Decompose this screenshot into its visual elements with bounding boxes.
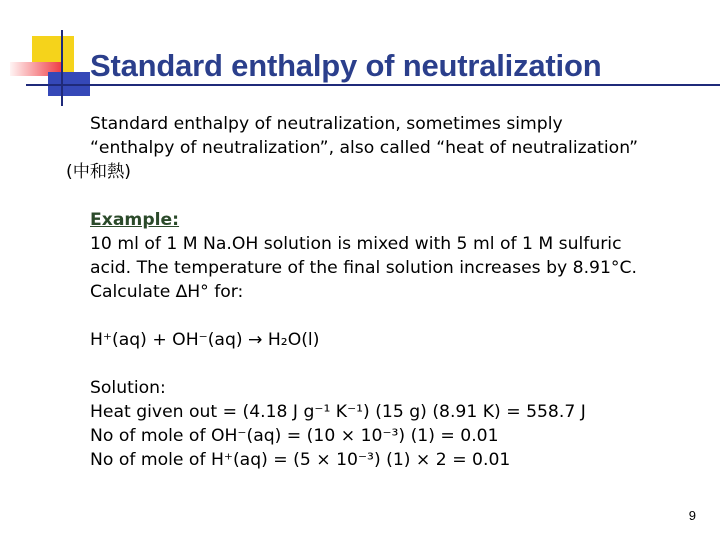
reaction-equation: H⁺(aq) + OH⁻(aq) → H₂O(l)	[90, 330, 320, 350]
example-line-2: acid. The temperature of the final solution increases by 8.91°C.	[90, 258, 637, 278]
solution-label: Solution:	[90, 378, 166, 398]
logo-vertical-line	[61, 30, 63, 106]
title-underline	[26, 84, 720, 86]
example-label: Example:	[90, 210, 180, 230]
intro-line-3: (中和熱)	[66, 162, 131, 182]
example-block	[90, 208, 637, 304]
intro-line-2: “enthalpy of neutralization”, also called “heat of neutralization”	[90, 138, 639, 158]
solution-block	[90, 376, 586, 472]
page-number: 9	[688, 508, 696, 523]
solution-line-2: No of mole of OH⁻(aq) = (10 × 10⁻³) (1) = 0.01	[90, 426, 499, 446]
example-line-1: 10 ml of 1 M Na.OH solution is mixed with 5 ml of 1 M sulfuric	[90, 234, 622, 254]
intro-line-1: Standard enthalpy of neutralization, sometimes simply	[90, 114, 563, 134]
solution-line-3: No of mole of H⁺(aq) = (5 × 10⁻³) (1) × 2 = 0.01	[90, 450, 511, 470]
solution-line-1: Heat given out = (4.18 J g⁻¹ K⁻¹) (15 g) (8.91 K) = 558.7 J	[90, 402, 586, 422]
slide-title: Standard enthalpy of neutralization	[90, 48, 602, 83]
example-line-3: Calculate ∆H° for:	[90, 282, 244, 302]
